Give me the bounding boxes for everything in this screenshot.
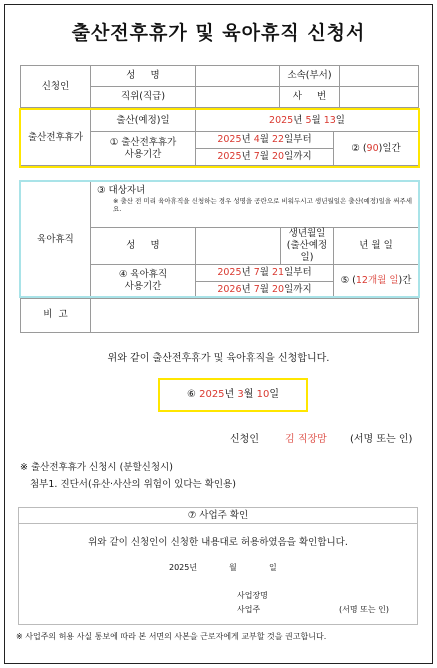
childcare-label: 육아휴직	[21, 182, 91, 299]
owner-sign: (서명 또는 인)	[339, 605, 389, 614]
signer-label: 신청인	[230, 434, 259, 445]
attachment-heading: ※ 출산전후휴가 신청시 (분할신청시)	[20, 462, 173, 473]
position-label: 직위(직급)	[91, 87, 196, 108]
form-title: 출산전후휴가 및 육아휴직 신청서	[71, 22, 366, 44]
maternity-label: 출산전후휴가	[21, 110, 91, 166]
approval-title: ⑦ 사업주 확인	[19, 508, 417, 524]
maternity-days[interactable]: ② (90)일간	[334, 132, 419, 166]
child-name-label: 성 명	[91, 228, 196, 265]
maternity-to[interactable]: 2025년 7월 20일까지	[196, 149, 334, 166]
child-label: ③ 대상자녀	[97, 185, 146, 196]
maternity-table	[20, 109, 419, 166]
id-label: 사 번	[280, 87, 340, 108]
dept-field[interactable]	[340, 66, 419, 87]
workplace-label: 사업장명	[237, 591, 268, 600]
child-name-field[interactable]	[196, 228, 281, 265]
child-info	[91, 182, 419, 228]
employer-approval-box	[18, 507, 418, 625]
approval-statement: 위와 같이 신청인이 신청한 내용대로 허용하였음을 확인합니다.	[88, 537, 348, 548]
childcare-period-label: ④ 육아휴직 사용기간	[91, 264, 196, 298]
attachment-item: 첨부1. 진단서(유산·사산의 위험이 있다는 확인용)	[30, 479, 236, 490]
childcare-to[interactable]: 2026년 7월 20일까지	[196, 281, 334, 298]
child-birth-field[interactable]: 년 월 일	[334, 228, 419, 265]
signer-name[interactable]: 김 직장맘	[285, 434, 327, 445]
childcare-table	[20, 181, 419, 333]
name-field[interactable]	[196, 66, 280, 87]
due-date-label: 출산(예정)일	[91, 110, 196, 132]
applicant-label: 신청인	[21, 66, 91, 108]
due-date-value[interactable]: 2025년 5월 13일	[196, 110, 419, 132]
maternity-period-label: ① 출산전후휴가 사용기간	[91, 132, 196, 166]
remarks-field[interactable]	[91, 298, 419, 332]
child-birth-label: 생년월일 (출산예정일)	[281, 228, 334, 265]
childcare-months[interactable]: ⑤ (12개월 일)간	[334, 264, 419, 298]
remarks-label: 비 고	[21, 298, 91, 332]
childcare-from[interactable]: 2025년 7월 21일부터	[196, 264, 334, 281]
position-field[interactable]	[196, 87, 280, 108]
child-note: ※ 출산 전 미리 육아휴직을 신청하는 경우 성명을 공란으로 비워두시고 생년월일은 출산(예정)일을 써주세요.	[113, 196, 413, 214]
application-date[interactable]: ⑥ 2025년 3월 10일	[158, 378, 308, 412]
maternity-from[interactable]: 2025년 4월 22일부터	[196, 132, 334, 149]
approval-day[interactable]: 일	[269, 563, 277, 572]
signer-sign: (서명 또는 인)	[350, 434, 413, 445]
owner-label: 사업주	[237, 605, 261, 614]
request-statement: 위와 같이 출산전후휴가 및 육아휴직을 신청합니다.	[107, 353, 330, 364]
footer-note: ※ 사업주의 허용 사실 통보에 따라 본 서면의 사본을 근로자에게 교부할 것을 권고합니다.	[16, 632, 327, 641]
name-label: 성 명	[91, 66, 196, 87]
approval-year[interactable]: 2025년	[169, 563, 198, 572]
id-field[interactable]	[340, 87, 419, 108]
applicant-table	[20, 65, 419, 108]
dept-label: 소속(부서)	[280, 66, 340, 87]
approval-month[interactable]: 월	[229, 563, 237, 572]
